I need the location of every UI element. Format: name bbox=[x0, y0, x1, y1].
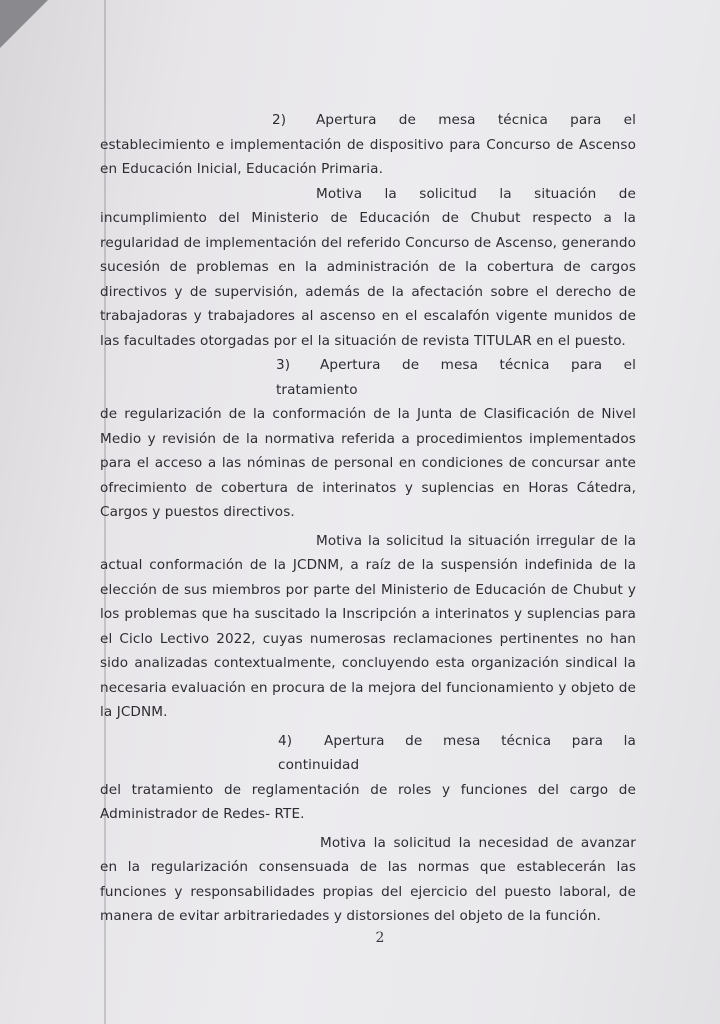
item-2-body: establecimiento e implementación de dispositivo para Concurso de Ascenso en Educación Inicial, Educación Primaria. bbox=[100, 136, 636, 177]
folded-page-corner bbox=[0, 0, 48, 48]
item-2-motive: Motiva la solicitud la situación de incumplimiento del Ministerio de Educación de Chubut respecto a la regularidad de implementación del referido Concurso de Ascenso, generando sucesión de problemas en la administración de la cobertura de cargos directivos y de supervisión, además de la afectación sobre el derecho de trabajadoras y trabajadores al ascenso en el escalafón vigente munidos de las facultades otorgadas por el la situación de revista TITULAR en el puesto. bbox=[100, 185, 636, 349]
item-2-heading-text: Apertura de mesa técnica para el bbox=[316, 112, 636, 128]
item-3-heading bbox=[100, 353, 636, 402]
page-number: 2 bbox=[375, 930, 385, 946]
item-4-body: del tratamiento de reglamentación de roles y funciones del cargo de Administrador de Redes- RTE. bbox=[100, 781, 636, 822]
item-3-motive: Motiva la solicitud la situación irregular de la actual conformación de la JCDNM, a raíz de la suspensión indefinida de la elección de sus miembros por parte del Ministerio de Educación de Chubut y los problemas que ha suscitado la Inscripción a interinatos y suplencias para el Ciclo Lectivo 2022, cuyas numerosas reclamaciones pertinentes no han sido analizadas contextualmente, concluyendo esta organización sindical la necesaria evaluación en procura de la mejora del funcionamiento y objeto de la JCDNM. bbox=[100, 532, 636, 720]
item-3-number: 3) bbox=[276, 357, 291, 373]
item-4-heading-text: Apertura de mesa técnica para la continuidad bbox=[278, 732, 636, 773]
item-2-heading bbox=[100, 108, 636, 133]
item-4-number: 4) bbox=[278, 732, 293, 749]
item-3-body: de regularización de la conformación de la Junta de Clasificación de Nivel Medio y revisión de la normativa referida a procedimientos implementados para el acceso a las nóminas de personal en condiciones de concursar ante ofrecimiento de cobertura de interinatos y suplencias en Horas Cátedra, Cargos y puestos directivos. bbox=[100, 406, 636, 520]
item-4-heading bbox=[100, 729, 636, 778]
item-4-motive: Motiva la solicitud la necesidad de avanzar en la regularización consensuada de las normas que establecerán las funciones y responsabilidades propias del ejercicio del puesto laboral, de manera de evitar arbitrariedades y distorsiones del objeto de la función. bbox=[100, 834, 636, 924]
document-page bbox=[100, 108, 636, 929]
item-2-number: 2) bbox=[272, 112, 287, 128]
item-3-heading-text: Apertura de mesa técnica para el tratamiento bbox=[276, 357, 636, 398]
